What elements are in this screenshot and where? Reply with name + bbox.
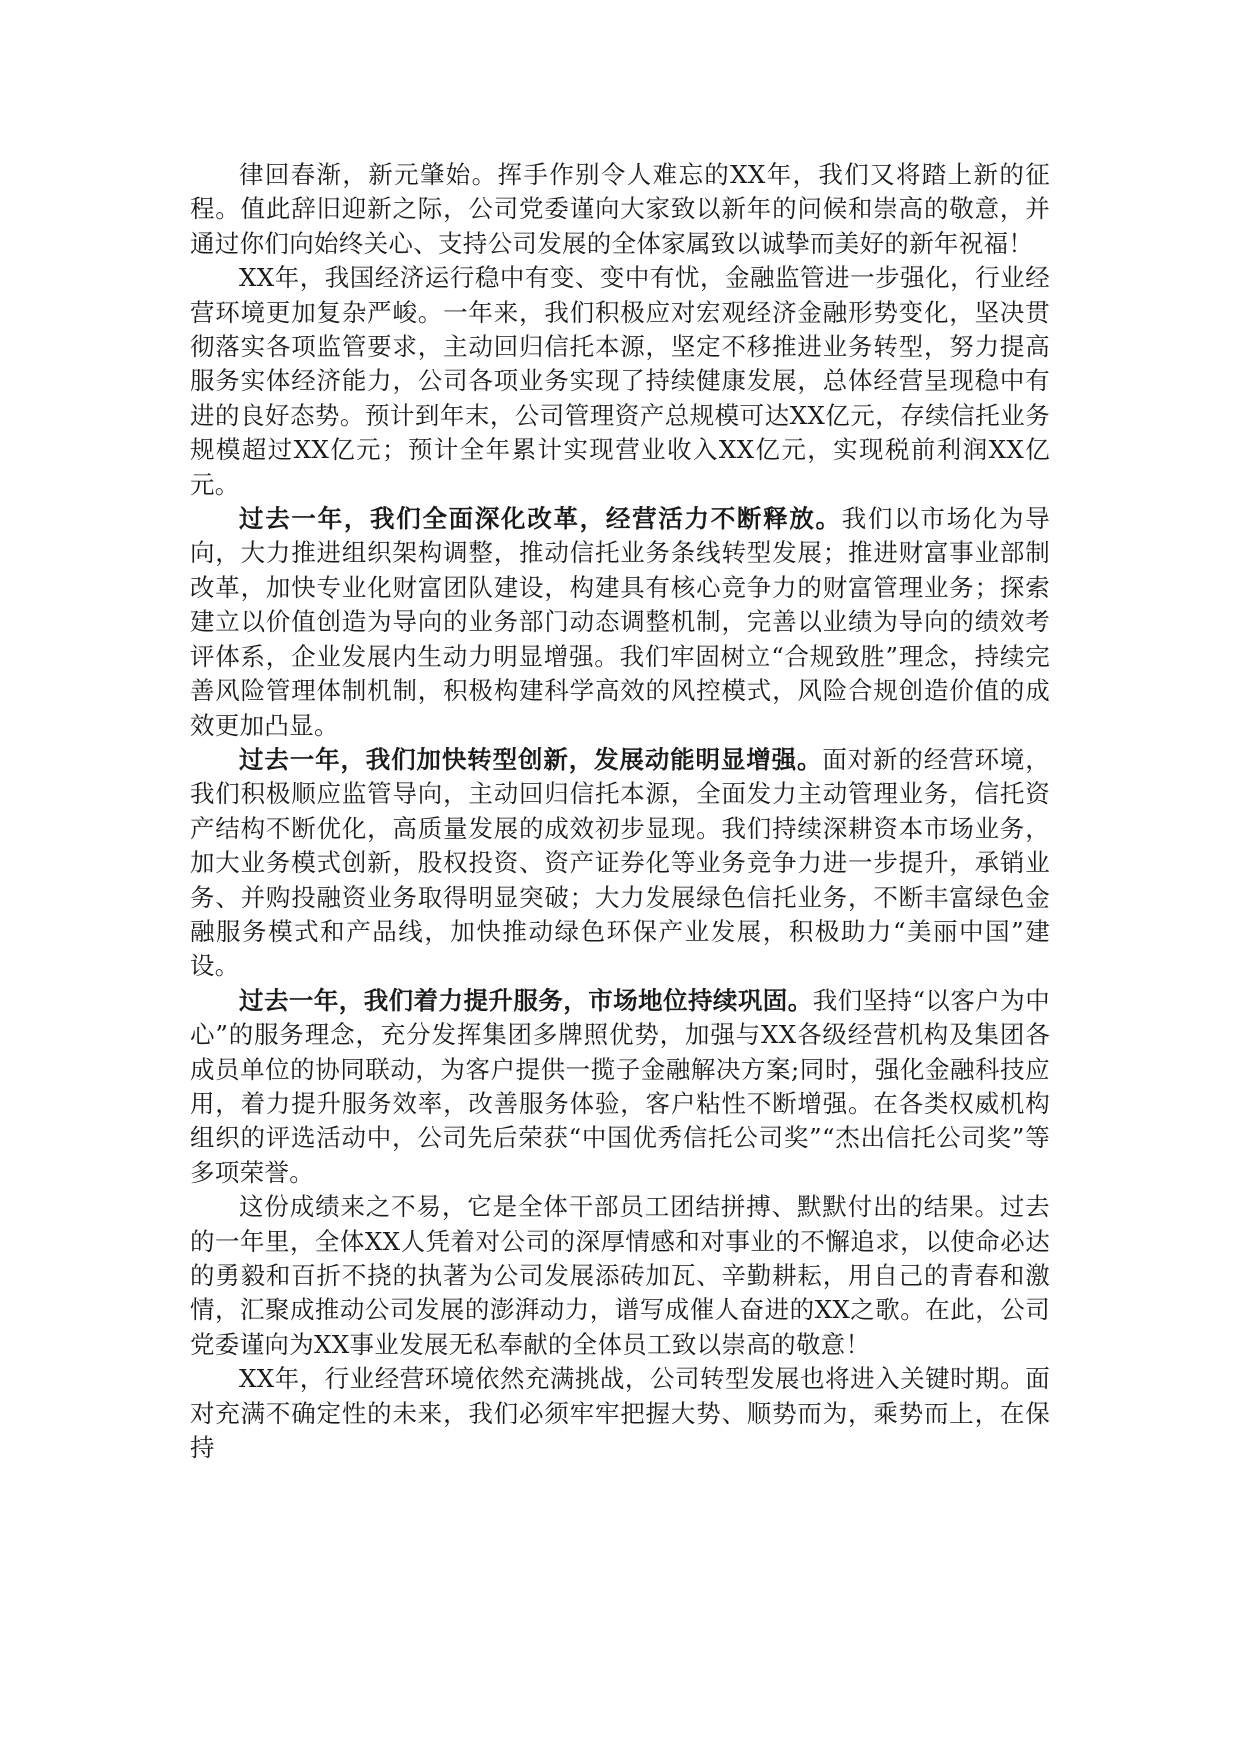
paragraph-4-lead: 过去一年，我们加快转型创新，发展动能明显增强。 xyxy=(239,744,823,774)
paragraph-5-lead: 过去一年，我们着力提升服务，市场地位持续巩固。 xyxy=(239,985,813,1015)
paragraph-7-text: XX年，行业经营环境依然充满挑战，公司转型发展也将进入关键时期。面对充满不确定性的未来，我们必须牢牢把握大势、顺势而为，乘势而上，在保持 xyxy=(190,1364,1050,1463)
paragraph-5 xyxy=(190,984,1050,1190)
paragraph-6 xyxy=(190,1190,1050,1362)
paragraph-3-text: 我们以市场化为导向，大力推进组织架构调整，推动信托业务条线转型发展；推进财富事业部制改革，加快专业化财富团队建设，构建具有核心竞争力的财富管理业务；探索建立以价值创造为导向的业务部门动态调整机制，完善以业绩为导向的绩效考评体系，企业发展内生动力明显增强。我们牢固树立“合规致胜”理念，持续完善风险管理体制机制，积极构建科学高效的风控模式，风险合规创造价值的成效更加凸显。 xyxy=(190,504,1050,740)
paragraph-1 xyxy=(190,158,1050,261)
document-body xyxy=(190,158,1050,1465)
paragraph-3-lead: 过去一年，我们全面深化改革，经营活力不断释放。 xyxy=(239,504,842,534)
paragraph-1-text: 律回春渐，新元肇始。挥手作别令人难忘的XX年，我们又将踏上新的征程。值此辞旧迎新之际，公司党委谨向大家致以新年的问候和崇高的敬意，并通过你们向始终关心、支持公司发展的全体家属致以诚挚而美好的新年祝福！ xyxy=(190,160,1050,258)
paragraph-2-text: XX年，我国经济运行稳中有变、变中有忧，金融监管进一步强化，行业经营环境更加复杂严峻。一年来，我们积极应对宏观经济金融形势变化，坚决贯彻落实各项监管要求，主动回归信托本源，坚定不移推进业务转型，努力提高服务实体经济能力，公司各项业务实现了持续健康发展，总体经营呈现稳中有进的良好态势。预计到年末，公司管理资产总规模可达XX亿元，存续信托业务规模超过XX亿元；预计全年累计实现营业收入XX亿元，实现税前利润XX亿元。 xyxy=(190,263,1050,499)
paragraph-6-text: 这份成绩来之不易，它是全体干部员工团结拼搏、默默付出的结果。过去的一年里，全体XX人凭着对公司的深厚情感和对事业的不懈追求，以使命必达的勇毅和百折不挠的执著为公司发展添砖加瓦、辛勤耕耘，用自己的青春和激情，汇聚成推动公司发展的澎湃动力，谱写成催人奋进的XX之歌。在此，公司党委谨向为XX事业发展无私奉献的全体员工致以崇高的敬意！ xyxy=(190,1192,1050,1359)
paragraph-4-text: 面对新的经营环境，我们积极顺应监管导向，主动回归信托本源，全面发力主动管理业务，信托资产结构不断优化，高质量发展的成效初步显现。我们持续深耕资本市场业务，加大业务模式创新，股权投资、资产证券化等业务竞争力进一步提升，承销业务、并购投融资业务取得明显突破；大力发展绿色信托业务，不断丰富绿色金融服务模式和产品线，加快推动绿色环保产业发展，积极助力“美丽中国”建设。 xyxy=(190,744,1050,981)
paragraph-4 xyxy=(190,743,1050,984)
paragraph-3 xyxy=(190,502,1050,743)
paragraph-5-text: 我们坚持“以客户为中心”的服务理念，充分发挥集团多牌照优势，加强与XX各级经营机构及集团各成员单位的协同联动，为客户提供一揽子金融解决方案;同时，强化金融科技应用，着力提升服务效率，改善服务体验，客户粘性不断增强。在各类权威机构组织的评选活动中，公司先后荣获“中国优秀信托公司奖”“杰出信托公司奖”等多项荣誉。 xyxy=(190,985,1050,1187)
paragraph-2 xyxy=(190,261,1050,502)
paragraph-7 xyxy=(190,1362,1050,1465)
